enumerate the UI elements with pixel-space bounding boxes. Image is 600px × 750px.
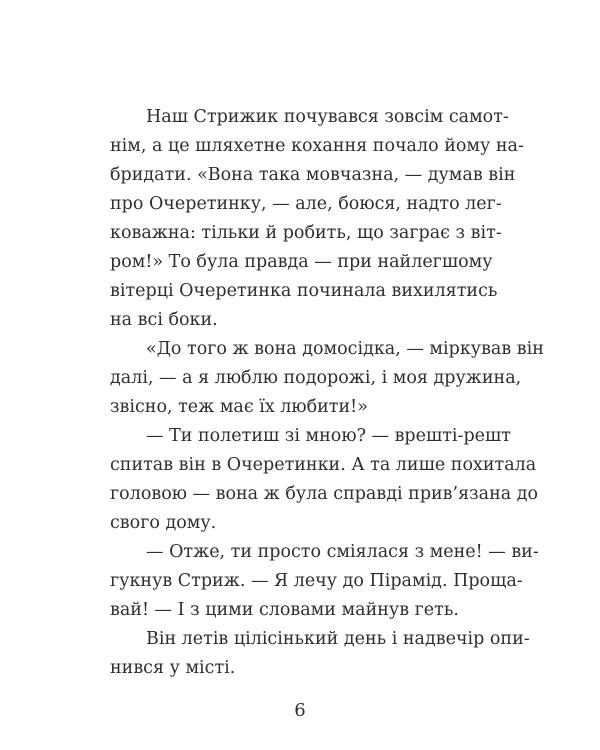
text-line: Він летів цілісінький день і надвечір опи- <box>146 629 530 649</box>
text-line: коважна: тільки й робить, що заграє з віт- <box>110 223 502 243</box>
text-line: бридати. «Вона така мовчазна, — думав він <box>110 165 516 185</box>
text-line: — Отже, ти просто сміялася з мене! — ви- <box>146 542 539 562</box>
text-line: про Очеретинку, — але, боюся, надто лег- <box>110 194 502 214</box>
text-line: на всі боки. <box>110 310 218 330</box>
text-line: нім, а це шляхетне кохання почало йому на- <box>110 136 524 156</box>
text-line: «До того ж вона домосідка, — міркував він <box>146 339 544 359</box>
text-line: Наш Стрижик почувався зовсім самот- <box>146 107 509 127</box>
text-line: нився у місті. <box>110 658 236 678</box>
page-number: 6 <box>294 700 306 721</box>
text-line: вітерці Очеретинка починала вихилятись <box>110 281 498 301</box>
text-line: — Ти полетиш зі мною? — врешті-решт <box>146 426 511 446</box>
body-text <box>110 103 544 683</box>
text-line: спитав він в Очеретинки. А та лише похитала <box>110 455 537 475</box>
text-line: головою — вона ж була справді прив’язана до <box>110 484 539 504</box>
text-line: свого дому. <box>110 513 217 533</box>
text-line: звісно, теж має їх любити!» <box>110 397 368 417</box>
text-line: вай! — І з цими словами майнув геть. <box>110 600 459 620</box>
text-line: гукнув Стриж. — Я лечу до Пірамід. Проща- <box>110 571 523 591</box>
text-line: ром!» То була правда — при найлегшому <box>110 252 493 272</box>
text-line: далі, — а я люблю подорожі, і моя дружина, <box>110 368 522 388</box>
